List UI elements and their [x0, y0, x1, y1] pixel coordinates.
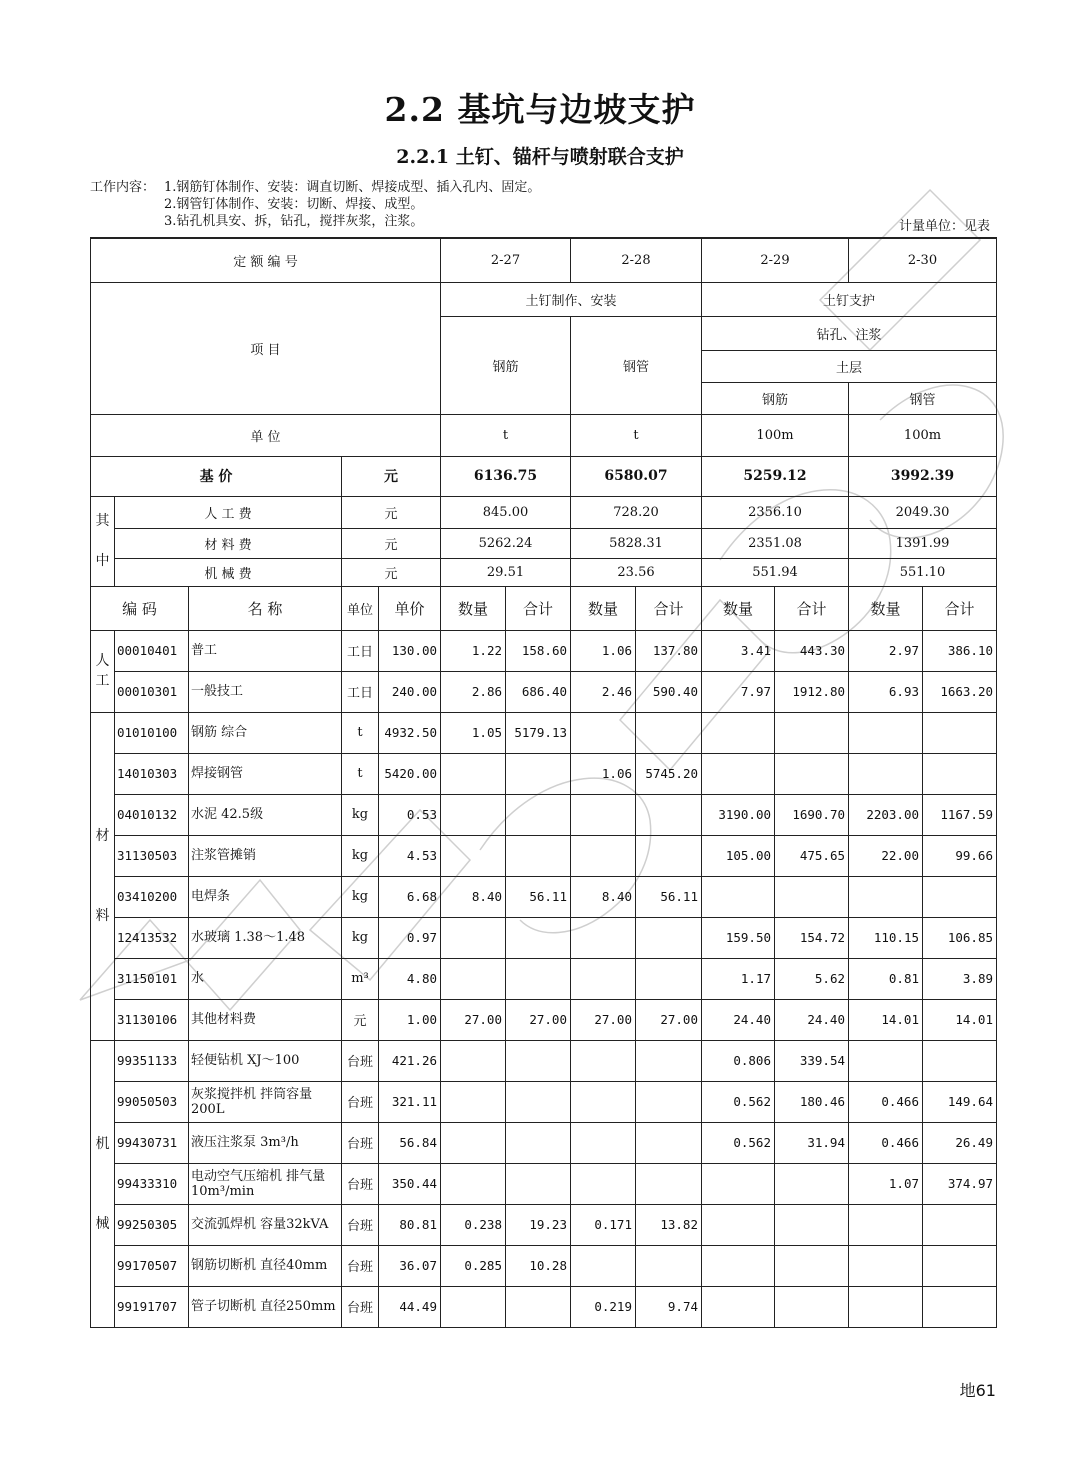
resource-total	[636, 1245, 702, 1286]
resource-total: 5745.20	[636, 753, 702, 794]
resource-code: 14010303	[115, 753, 189, 794]
resource-price: 350.44	[379, 1163, 441, 1204]
table-row	[91, 712, 997, 753]
base-price-value: 5259.12	[702, 456, 849, 496]
unit-value: t	[441, 414, 571, 456]
category-label: 人 工	[91, 630, 115, 712]
breakdown-value: 2049.30	[849, 496, 997, 528]
resource-qty	[702, 753, 775, 794]
unit-note: 计量单位：见表	[898, 219, 990, 234]
table-row	[91, 1163, 997, 1204]
quota-code: 2-27	[441, 238, 571, 282]
resource-total	[506, 917, 571, 958]
resource-total	[636, 835, 702, 876]
resource-unit: 台班	[342, 1040, 379, 1081]
resource-code: 99050503	[115, 1081, 189, 1122]
resource-total	[636, 794, 702, 835]
resource-qty	[571, 794, 636, 835]
resource-price: 4.80	[379, 958, 441, 999]
col-header-total: 合计	[506, 586, 571, 630]
resource-qty	[849, 1204, 923, 1245]
resource-total	[506, 1040, 571, 1081]
breakdown-unit: 元	[342, 496, 441, 528]
resource-unit: 元	[342, 999, 379, 1040]
type-label: 钢管	[849, 382, 997, 414]
resource-qty: 1.17	[702, 958, 775, 999]
resource-qty	[441, 958, 506, 999]
resource-qty	[441, 917, 506, 958]
table-row	[91, 1040, 997, 1081]
resource-total	[775, 1245, 849, 1286]
resource-code: 12413532	[115, 917, 189, 958]
resource-total: 149.64	[923, 1081, 997, 1122]
resource-qty: 159.50	[702, 917, 775, 958]
resource-code: 99250305	[115, 1204, 189, 1245]
quota-table	[90, 237, 997, 1328]
subgroup-label: 土层	[702, 350, 997, 382]
table-row	[91, 835, 997, 876]
resource-qty: 1.06	[571, 753, 636, 794]
resource-price: 4932.50	[379, 712, 441, 753]
table-row	[91, 958, 997, 999]
breakdown-value: 551.10	[849, 558, 997, 586]
resource-price: 56.84	[379, 1122, 441, 1163]
resource-qty	[702, 712, 775, 753]
resource-qty	[702, 876, 775, 917]
resource-price: 0.53	[379, 794, 441, 835]
resource-qty	[571, 1122, 636, 1163]
table-row	[91, 630, 997, 671]
resource-total	[923, 753, 997, 794]
table-row	[91, 876, 997, 917]
table-row	[91, 1122, 997, 1163]
breakdown-value: 551.94	[702, 558, 849, 586]
resource-qty	[849, 876, 923, 917]
resource-price: 0.97	[379, 917, 441, 958]
breakdown-value: 5828.31	[571, 528, 702, 558]
resource-qty	[571, 1081, 636, 1122]
resource-qty	[571, 1163, 636, 1204]
resource-total	[506, 1286, 571, 1327]
col-header-qty: 数量	[849, 586, 923, 630]
resource-qty	[571, 1245, 636, 1286]
resource-qty: 0.81	[849, 958, 923, 999]
resource-qty: 110.15	[849, 917, 923, 958]
resource-price: 240.00	[379, 671, 441, 712]
resource-unit: m³	[342, 958, 379, 999]
resource-total	[506, 958, 571, 999]
quota-code: 2-29	[702, 238, 849, 282]
breakdown-value: 2356.10	[702, 496, 849, 528]
resource-price: 36.07	[379, 1245, 441, 1286]
resource-qty: 2.46	[571, 671, 636, 712]
resource-code: 99351133	[115, 1040, 189, 1081]
base-price-unit: 元	[342, 456, 441, 496]
resource-price: 1.00	[379, 999, 441, 1040]
breakdown-label: 机 械 费	[115, 558, 342, 586]
table-row	[91, 1245, 997, 1286]
breakdown-value: 728.20	[571, 496, 702, 528]
col-header-total: 合计	[775, 586, 849, 630]
resource-total: 31.94	[775, 1122, 849, 1163]
unit-value: 100m	[849, 414, 997, 456]
resource-qty: 7.97	[702, 671, 775, 712]
resource-total	[775, 1163, 849, 1204]
resource-qty	[441, 1286, 506, 1327]
table-row	[91, 753, 997, 794]
col-header-price: 单价	[379, 586, 441, 630]
resource-unit: 工日	[342, 671, 379, 712]
resource-qty: 0.806	[702, 1040, 775, 1081]
base-price-value: 3992.39	[849, 456, 997, 496]
group-label: 土钉制作、安装	[441, 282, 702, 316]
work-content	[90, 179, 540, 230]
resource-qty	[849, 1245, 923, 1286]
resource-qty: 3.41	[702, 630, 775, 671]
resource-total: 339.54	[775, 1040, 849, 1081]
type-label: 钢筋	[441, 316, 571, 414]
resource-unit: kg	[342, 917, 379, 958]
resource-total	[506, 1081, 571, 1122]
resource-total: 1167.59	[923, 794, 997, 835]
resource-total	[506, 753, 571, 794]
resource-qty: 2.86	[441, 671, 506, 712]
unit-label: 单 位	[91, 414, 441, 456]
resource-name: 电焊条	[189, 876, 342, 917]
resource-qty: 0.466	[849, 1122, 923, 1163]
resource-code: 99430731	[115, 1122, 189, 1163]
resource-name: 钢筋切断机 直径40mm	[189, 1245, 342, 1286]
resource-qty	[849, 712, 923, 753]
resource-qty	[571, 712, 636, 753]
base-price-label: 基 价	[91, 456, 342, 496]
resource-qty	[571, 1040, 636, 1081]
resource-total: 154.72	[775, 917, 849, 958]
resource-total: 158.60	[506, 630, 571, 671]
resource-unit: 台班	[342, 1245, 379, 1286]
resource-qty	[849, 753, 923, 794]
resource-total: 19.23	[506, 1204, 571, 1245]
resource-code: 31150101	[115, 958, 189, 999]
resource-total	[636, 712, 702, 753]
resource-qty: 1.07	[849, 1163, 923, 1204]
group-label: 土钉支护	[702, 282, 997, 316]
resource-qty: 0.562	[702, 1122, 775, 1163]
quota-code: 2-30	[849, 238, 997, 282]
resource-code: 01010100	[115, 712, 189, 753]
resource-qty: 22.00	[849, 835, 923, 876]
resource-qty: 0.285	[441, 1245, 506, 1286]
resource-total: 27.00	[506, 999, 571, 1040]
resource-qty	[441, 1122, 506, 1163]
section-subtitle: 2.2.1 土钉、锚杆与喷射联合支护	[396, 146, 684, 168]
resource-total: 5179.13	[506, 712, 571, 753]
resource-qty	[849, 1040, 923, 1081]
resource-code: 31130503	[115, 835, 189, 876]
resource-name: 电动空气压缩机 排气量10m³/min	[189, 1163, 342, 1204]
breakdown-unit: 元	[342, 558, 441, 586]
resource-total	[775, 712, 849, 753]
col-header-total: 合计	[923, 586, 997, 630]
resource-price: 44.49	[379, 1286, 441, 1327]
work-item: 2.钢管钉体制作、安装：切断、焊接、成型。	[164, 197, 424, 212]
resource-qty: 8.40	[441, 876, 506, 917]
resource-total	[775, 1204, 849, 1245]
resource-total: 9.74	[636, 1286, 702, 1327]
resource-total: 1690.70	[775, 794, 849, 835]
resource-qty	[441, 1163, 506, 1204]
type-label: 钢筋	[702, 382, 849, 414]
resource-qty: 2.97	[849, 630, 923, 671]
table-row	[91, 1081, 997, 1122]
resource-qty	[571, 958, 636, 999]
resource-qty: 8.40	[571, 876, 636, 917]
resource-total	[506, 1163, 571, 1204]
resource-total: 590.40	[636, 671, 702, 712]
resource-name: 管子切断机 直径250mm	[189, 1286, 342, 1327]
col-header-name: 名 称	[189, 586, 342, 630]
resource-qty	[702, 1163, 775, 1204]
page-title: 2.2 基坑与边坡支护	[384, 90, 696, 129]
quota-label: 定 额 编 号	[91, 238, 441, 282]
resource-total	[636, 917, 702, 958]
item-label: 项 目	[91, 282, 441, 414]
resource-total: 5.62	[775, 958, 849, 999]
resource-total: 137.80	[636, 630, 702, 671]
resource-unit: kg	[342, 794, 379, 835]
resource-qty: 0.562	[702, 1081, 775, 1122]
resource-total: 27.00	[636, 999, 702, 1040]
category-label: 材 料	[91, 712, 115, 1040]
machine-section	[91, 1040, 997, 1327]
table-row	[91, 1286, 997, 1327]
resource-unit: 台班	[342, 1081, 379, 1122]
resource-price: 130.00	[379, 630, 441, 671]
resource-price: 4.53	[379, 835, 441, 876]
resource-total: 56.11	[636, 876, 702, 917]
resource-qty: 1.22	[441, 630, 506, 671]
resource-total: 106.85	[923, 917, 997, 958]
resource-name: 注浆管摊销	[189, 835, 342, 876]
quota-code: 2-28	[571, 238, 702, 282]
resource-total: 3.89	[923, 958, 997, 999]
resource-unit: t	[342, 712, 379, 753]
resource-qty: 0.171	[571, 1204, 636, 1245]
resource-name: 普工	[189, 630, 342, 671]
resource-qty	[441, 753, 506, 794]
resource-total	[923, 1204, 997, 1245]
resource-qty: 1.06	[571, 630, 636, 671]
resource-total	[923, 1286, 997, 1327]
resource-code: 99170507	[115, 1245, 189, 1286]
table-row	[91, 794, 997, 835]
resource-total: 1663.20	[923, 671, 997, 712]
resource-qty: 3190.00	[702, 794, 775, 835]
type-label: 钢管	[571, 316, 702, 414]
resource-name: 其他材料费	[189, 999, 342, 1040]
resource-qty: 0.466	[849, 1081, 923, 1122]
resource-price: 421.26	[379, 1040, 441, 1081]
table-row	[91, 999, 997, 1040]
resource-unit: 台班	[342, 1163, 379, 1204]
resource-code: 04010132	[115, 794, 189, 835]
breakdown-value: 845.00	[441, 496, 571, 528]
breakdown-value: 2351.08	[702, 528, 849, 558]
resource-name: 钢筋 综合	[189, 712, 342, 753]
resource-name: 水玻璃 1.38～1.48	[189, 917, 342, 958]
breakdown-group-label: 其 中	[91, 496, 115, 586]
labor-section	[91, 630, 997, 712]
resource-qty	[571, 835, 636, 876]
resource-unit: 台班	[342, 1286, 379, 1327]
work-content-label: 工作内容：	[90, 180, 156, 195]
col-header-total: 合计	[636, 586, 702, 630]
resource-unit: 台班	[342, 1122, 379, 1163]
table-row	[91, 917, 997, 958]
resource-unit: 台班	[342, 1204, 379, 1245]
resource-total: 56.11	[506, 876, 571, 917]
table-header	[91, 238, 997, 630]
resource-total	[506, 1122, 571, 1163]
col-header-unit: 单位	[342, 586, 379, 630]
col-header-code: 编 码	[91, 586, 189, 630]
breakdown-label: 材 料 费	[115, 528, 342, 558]
table-row	[91, 671, 997, 712]
resource-total: 26.49	[923, 1122, 997, 1163]
resource-code: 00010401	[115, 630, 189, 671]
work-item: 1.钢筋钉体制作、安装：调直切断、焊接成型、插入孔内、固定。	[164, 180, 541, 195]
resource-name: 一般技工	[189, 671, 342, 712]
resource-code: 03410200	[115, 876, 189, 917]
resource-name: 液压注浆泵 3m³/h	[189, 1122, 342, 1163]
base-price-value: 6580.07	[571, 456, 702, 496]
resource-total: 13.82	[636, 1204, 702, 1245]
base-price-value: 6136.75	[441, 456, 571, 496]
resource-price: 80.81	[379, 1204, 441, 1245]
resource-code: 99433310	[115, 1163, 189, 1204]
breakdown-value: 5262.24	[441, 528, 571, 558]
col-header-qty: 数量	[571, 586, 636, 630]
resource-qty	[702, 1286, 775, 1327]
resource-total	[923, 712, 997, 753]
resource-name: 灰浆搅拌机 拌筒容量200L	[189, 1081, 342, 1122]
resource-price: 5420.00	[379, 753, 441, 794]
resource-qty: 14.01	[849, 999, 923, 1040]
resource-total	[775, 1286, 849, 1327]
unit-value: 100m	[702, 414, 849, 456]
resource-total	[636, 1040, 702, 1081]
resource-code: 99191707	[115, 1286, 189, 1327]
resource-total	[506, 835, 571, 876]
resource-price: 321.11	[379, 1081, 441, 1122]
resource-qty: 6.93	[849, 671, 923, 712]
resource-unit: kg	[342, 835, 379, 876]
resource-total	[506, 794, 571, 835]
material-section	[91, 712, 997, 1040]
page-number: 地61	[959, 1381, 996, 1400]
resource-qty: 27.00	[441, 999, 506, 1040]
resource-code: 31130106	[115, 999, 189, 1040]
resource-total: 14.01	[923, 999, 997, 1040]
breakdown-value: 23.56	[571, 558, 702, 586]
resource-qty: 2203.00	[849, 794, 923, 835]
resource-name: 水	[189, 958, 342, 999]
breakdown-value: 29.51	[441, 558, 571, 586]
resource-total: 475.65	[775, 835, 849, 876]
resource-total	[923, 876, 997, 917]
resource-qty: 1.05	[441, 712, 506, 753]
table-row	[91, 1204, 997, 1245]
resource-qty: 24.40	[702, 999, 775, 1040]
resource-total	[775, 876, 849, 917]
breakdown-value: 1391.99	[849, 528, 997, 558]
resource-name: 水泥 42.5级	[189, 794, 342, 835]
category-label: 机 械	[91, 1040, 115, 1327]
resource-qty: 105.00	[702, 835, 775, 876]
resource-qty	[702, 1204, 775, 1245]
resource-unit: t	[342, 753, 379, 794]
resource-total: 24.40	[775, 999, 849, 1040]
resource-name: 交流弧焊机 容量32kVA	[189, 1204, 342, 1245]
resource-unit: 工日	[342, 630, 379, 671]
resource-qty	[849, 1286, 923, 1327]
resource-total: 686.40	[506, 671, 571, 712]
resource-name: 轻便钻机 XJ～100	[189, 1040, 342, 1081]
resource-qty	[571, 917, 636, 958]
resource-total	[636, 1122, 702, 1163]
resource-qty: 27.00	[571, 999, 636, 1040]
resource-qty	[702, 1245, 775, 1286]
resource-total: 10.28	[506, 1245, 571, 1286]
resource-total	[636, 958, 702, 999]
resource-total	[636, 1081, 702, 1122]
breakdown-unit: 元	[342, 528, 441, 558]
resource-total: 1912.80	[775, 671, 849, 712]
resource-qty	[441, 1040, 506, 1081]
resource-code: 00010301	[115, 671, 189, 712]
col-header-qty: 数量	[441, 586, 506, 630]
resource-total	[923, 1245, 997, 1286]
resource-total: 374.97	[923, 1163, 997, 1204]
resource-unit: kg	[342, 876, 379, 917]
resource-total: 180.46	[775, 1081, 849, 1122]
resource-qty: 0.219	[571, 1286, 636, 1327]
work-item: 3.钻孔机具安、拆，钻孔，搅拌灰浆，注浆。	[164, 214, 424, 229]
resource-qty	[441, 835, 506, 876]
unit-value: t	[571, 414, 702, 456]
resource-total	[636, 1163, 702, 1204]
resource-total	[923, 1040, 997, 1081]
resource-total: 99.66	[923, 835, 997, 876]
resource-qty	[441, 794, 506, 835]
resource-price: 6.68	[379, 876, 441, 917]
resource-total: 443.30	[775, 630, 849, 671]
col-header-qty: 数量	[702, 586, 775, 630]
subgroup-label: 钻孔、注浆	[702, 316, 997, 350]
breakdown-label: 人 工 费	[115, 496, 342, 528]
resource-qty	[441, 1081, 506, 1122]
resource-qty: 0.238	[441, 1204, 506, 1245]
resource-name: 焊接钢管	[189, 753, 342, 794]
resource-total	[775, 753, 849, 794]
resource-total: 386.10	[923, 630, 997, 671]
